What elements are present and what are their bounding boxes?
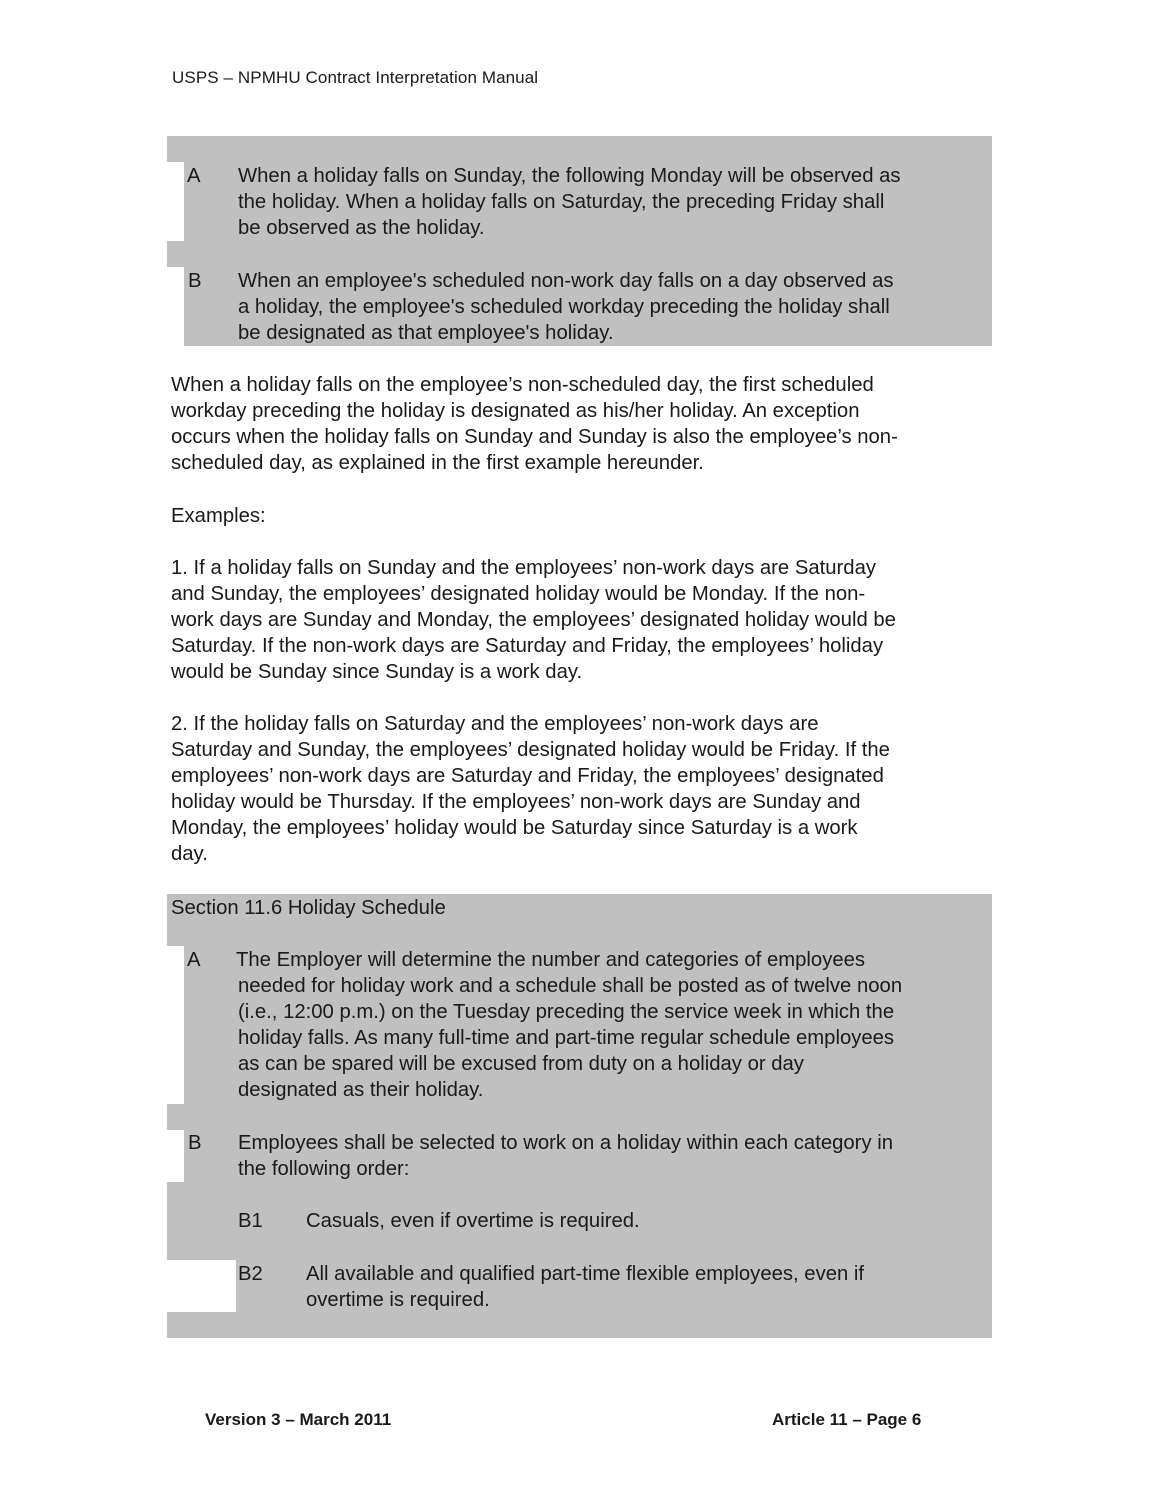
text-line: overtime is required. (306, 1289, 490, 1311)
item-label: B2 (238, 1263, 263, 1285)
text-line: 2. If the holiday falls on Saturday and the employees’ non-work days are (171, 713, 819, 735)
text-line: needed for holiday work and a schedule shall be posted as of twelve noon (238, 975, 903, 997)
text-line: as can be spared will be excused from duty on a holiday or day (238, 1053, 804, 1075)
text-line: Saturday and Sunday, the employees’ designated holiday would be Friday. If the (171, 739, 890, 761)
box1-top-shade (167, 136, 992, 162)
item-letter: B (188, 270, 202, 292)
text-line: would be Sunday since Sunday is a work day. (171, 661, 583, 683)
text-line: be designated as that employee's holiday. (238, 322, 614, 344)
text-line: Casuals, even if overtime is required. (306, 1210, 640, 1232)
box2-gap-shade-2 (167, 1182, 992, 1208)
footer-page-number: Article 11 – Page 6 (772, 1410, 922, 1429)
text-line: Saturday. If the non-work days are Saturday and Friday, the employees’ holiday (171, 635, 884, 657)
text-line: When a holiday falls on Sunday, the following Monday will be observed as (238, 165, 901, 187)
examples-label: Examples: (171, 505, 266, 527)
text-line: Monday, the employees’ holiday would be Saturday since Saturday is a work (171, 817, 858, 839)
text-line: (i.e., 12:00 p.m.) on the Tuesday preceding the service week in which the (238, 1001, 895, 1023)
item-letter: B (188, 1132, 202, 1154)
page-header: USPS – NPMHU Contract Interpretation Manual (172, 68, 539, 87)
item-label: B1 (238, 1210, 263, 1232)
text-line: the following order: (238, 1158, 410, 1180)
text-line: occurs when the holiday falls on Sunday and Sunday is also the employee’s non- (171, 426, 898, 448)
text-line: and Sunday, the employees’ designated holiday would be Monday. If the non- (171, 583, 866, 605)
text-line: workday preceding the holiday is designated as his/her holiday. An exception (171, 400, 860, 422)
text-line: 1. If a holiday falls on Sunday and the employees’ non-work days are Saturday (171, 557, 877, 579)
section-heading: Section 11.6 Holiday Schedule (171, 897, 446, 919)
text-line: day. (171, 843, 208, 865)
box2-gap-shade-3 (167, 1234, 992, 1260)
text-line: holiday would be Thursday. If the employees’ non-work days are Sunday and (171, 791, 861, 813)
text-line: Employees shall be selected to work on a holiday within each category in (238, 1132, 894, 1154)
box2-gap-shade-1 (167, 1104, 992, 1130)
text-line: employees’ non-work days are Saturday and Friday, the employees’ designated (171, 765, 884, 787)
text-line: holiday falls. As many full-time and part-time regular schedule employees (238, 1027, 895, 1049)
text-line: the holiday. When a holiday falls on Saturday, the preceding Friday shall (238, 191, 885, 213)
item-letter: A (187, 165, 201, 187)
text-line: a holiday, the employee's scheduled workday preceding the holiday shall (238, 296, 890, 318)
text-line: All available and qualified part-time flexible employees, even if (306, 1263, 865, 1285)
text-line: When an employee's scheduled non-work day falls on a day observed as (238, 270, 894, 292)
text-line: When a holiday falls on the employee’s non-scheduled day, the first scheduled (171, 374, 874, 396)
item-letter: A (187, 949, 201, 971)
text-line: designated as their holiday. (238, 1079, 484, 1101)
box1-gap-shade (167, 241, 992, 267)
text-line: scheduled day, as explained in the first example hereunder. (171, 452, 704, 474)
text-line: The Employer will determine the number and categories of employees (236, 949, 866, 971)
footer-version: Version 3 – March 2011 (205, 1410, 392, 1429)
text-line: work days are Sunday and Monday, the employees’ designated holiday would be (171, 609, 896, 631)
text-line: be observed as the holiday. (238, 217, 485, 239)
box2-bottom-shade (167, 1312, 992, 1338)
